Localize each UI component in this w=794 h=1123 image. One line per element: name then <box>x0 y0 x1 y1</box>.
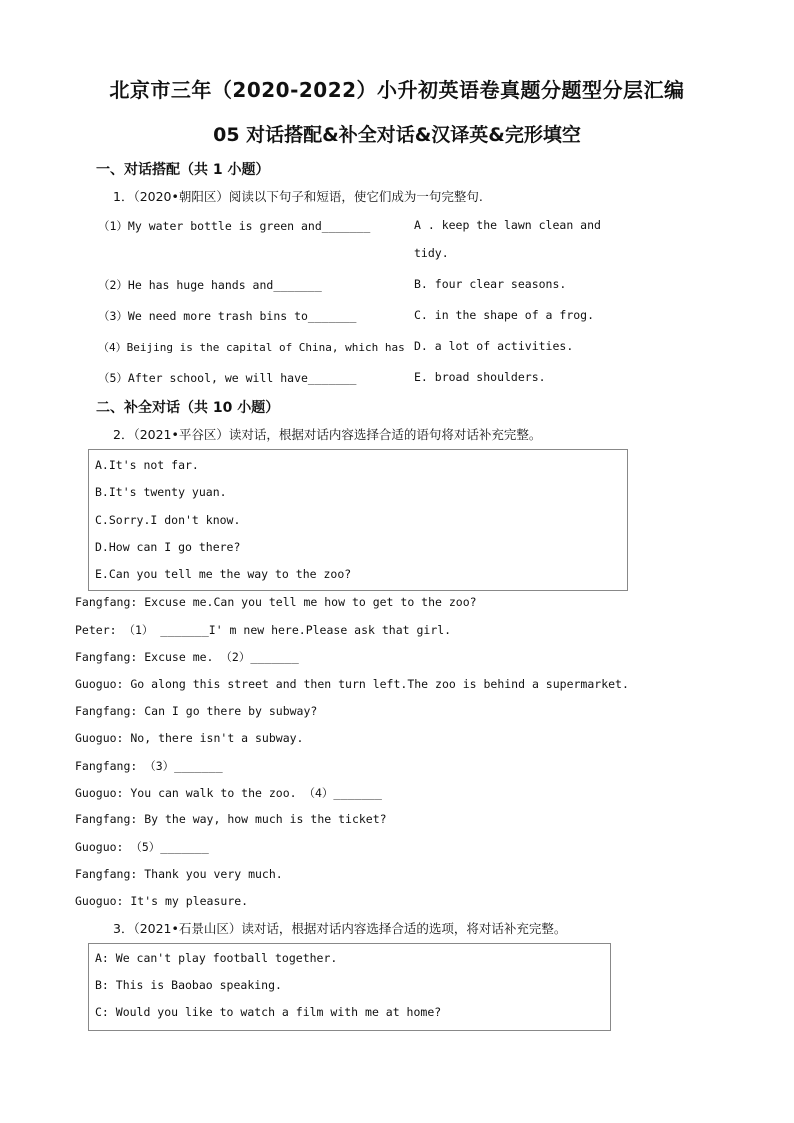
dialogue-line: Fangfang: Excuse me.Can you tell me how to get to the zoo? <box>75 595 477 609</box>
dialogue-line: Fangfang: Thank you very much. <box>75 867 283 881</box>
option-item: D.How can I go there? <box>95 540 241 554</box>
dialogue-line: Guoguo: （5）_______ <box>75 840 209 854</box>
option-item: E.Can you tell me the way to the zoo? <box>95 567 352 581</box>
match-right-item: B. four clear seasons. <box>414 277 567 291</box>
option-item: C.Sorry.I don't know. <box>95 513 241 527</box>
match-right-item: E. broad shoulders. <box>414 370 546 384</box>
dialogue-line: Guoguo: You can walk to the zoo. （4）_______ <box>75 786 382 800</box>
options-box <box>88 449 628 591</box>
match-right-item: tidy. <box>414 246 449 260</box>
section-heading: 二、补全对话（共 10 小题） <box>96 400 280 416</box>
match-right-item: A . keep the lawn clean and <box>414 218 601 232</box>
section-heading: 一、对话搭配（共 1 小题） <box>96 162 270 178</box>
match-left-item: （2）He has huge hands and_______ <box>98 278 322 292</box>
dialogue-line: Guoguo: Go along this street and then turn left.The zoo is behind a supermarket. <box>75 677 629 691</box>
option-item: C: Would you like to watch a film with me at home? <box>95 1005 442 1019</box>
question-prompt: 1．（2020•朝阳区）阅读以下句子和短语，使它们成为一句完整句. <box>113 189 483 204</box>
document-subtitle: 05 对话搭配&补全对话&汉译英&完形填空 <box>213 124 581 146</box>
dialogue-line: Fangfang: （3）_______ <box>75 759 223 773</box>
option-item: A.It's not far. <box>95 458 199 472</box>
match-left-item: （4）Beijing is the capital of China, which has <box>98 341 405 354</box>
dialogue-line: Fangfang: Can I go there by subway? <box>75 704 318 718</box>
match-right-item: D. a lot of activities. <box>414 339 574 353</box>
dialogue-line: Fangfang: By the way, how much is the ticket? <box>75 812 387 826</box>
match-left-item: （1）My water bottle is green and_______ <box>98 219 371 233</box>
question-prompt: 2．（2021•平谷区）读对话，根据对话内容选择合适的语句将对话补充完整。 <box>113 427 542 442</box>
options-box <box>88 943 611 1031</box>
dialogue-line: Fangfang: Excuse me. （2）_______ <box>75 650 299 664</box>
option-item: B.It's twenty yuan. <box>95 485 227 499</box>
option-item: B: This is Baobao speaking. <box>95 978 282 992</box>
document-title: 北京市三年（2020-2022）小升初英语卷真题分题型分层汇编 <box>109 78 685 102</box>
match-right-item: C. in the shape of a frog. <box>414 308 595 322</box>
question-prompt: 3．（2021•石景山区）读对话，根据对话内容选择合适的选项，将对话补充完整。 <box>113 921 567 936</box>
dialogue-line: Guoguo: No, there isn't a subway. <box>75 731 304 745</box>
dialogue-line: Guoguo: It's my pleasure. <box>75 894 249 908</box>
dialogue-line: Peter: （1） _______I' m new here.Please ask that girl. <box>75 623 452 637</box>
match-left-item: （5）After school, we will have_______ <box>98 371 357 385</box>
match-left-item: （3）We need more trash bins to_______ <box>98 309 357 323</box>
option-item: A: We can't play football together. <box>95 951 338 965</box>
